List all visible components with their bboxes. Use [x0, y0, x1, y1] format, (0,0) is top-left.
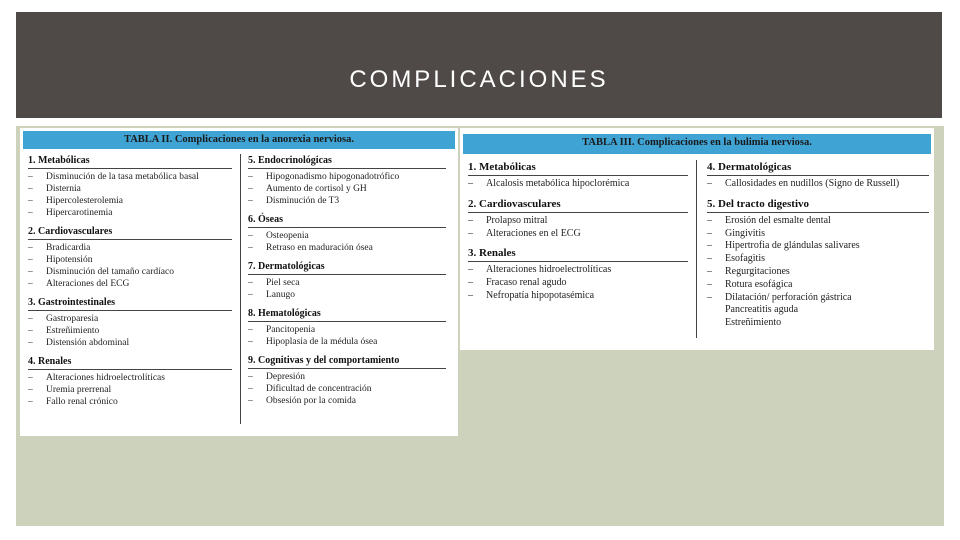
dash-marker: –	[468, 289, 473, 301]
item-text: Pancitopenia	[266, 325, 316, 335]
section-title: 8. Hematológicas	[248, 307, 446, 322]
list-item	[28, 171, 232, 183]
list-item	[468, 228, 688, 241]
list-item	[28, 207, 232, 219]
complication-section	[28, 355, 232, 408]
table-anorexia	[20, 128, 458, 436]
list-item	[707, 317, 929, 330]
item-text: Estreñimiento	[725, 317, 782, 329]
list-item	[28, 337, 232, 349]
complication-section	[248, 354, 446, 407]
dash-marker: –	[468, 264, 473, 276]
item-text: Fallo renal crónico	[46, 397, 118, 407]
dash-marker: –	[468, 178, 473, 189]
dash-marker: –	[28, 279, 33, 289]
item-text: Hipogonadismo hipogonadotrófico	[266, 172, 400, 182]
list-item	[248, 171, 446, 183]
section-title: 5. Del tracto digestivo	[707, 197, 929, 213]
list-item	[707, 266, 929, 279]
item-text: Gastroparesia	[46, 314, 99, 324]
list-item	[248, 289, 446, 301]
item-text: Alcalosis metabólica hipoclorémica	[486, 178, 630, 189]
table-bulimia-column-1	[468, 160, 688, 309]
item-text: Esofagitis	[725, 253, 765, 265]
dash-marker: –	[28, 397, 33, 407]
complication-section	[468, 160, 688, 191]
complication-section	[248, 154, 446, 207]
table-bulimia-title: TABLA III. Complicaciones en la bulimia nerviosa.	[463, 134, 931, 154]
list-item	[248, 324, 446, 336]
table-anorexia-column-2	[248, 154, 446, 413]
item-text: Pancreatitis aguda	[725, 304, 799, 316]
item-text: Alteraciones hidroelectrolíticas	[486, 264, 612, 276]
dash-marker: –	[248, 278, 253, 288]
list-item	[707, 304, 929, 317]
dash-marker: –	[707, 265, 712, 277]
item-text: Distensión abdominal	[46, 338, 130, 348]
dash-marker: –	[28, 172, 33, 182]
dash-marker: –	[248, 172, 253, 182]
list-item	[468, 264, 688, 277]
item-text: Gingivitis	[725, 227, 766, 239]
item-text: Lanugo	[266, 290, 296, 300]
list-item	[248, 242, 446, 254]
dash-marker	[707, 304, 725, 317]
item-text: Dilatación/ perforación gástrica	[725, 291, 852, 303]
table-bulimia	[460, 128, 934, 350]
list-item	[707, 292, 929, 305]
list-item	[28, 384, 232, 396]
list-item	[468, 215, 688, 228]
complication-section	[28, 225, 232, 290]
list-item	[707, 215, 929, 228]
dash-marker: –	[28, 255, 33, 265]
list-item	[28, 278, 232, 290]
section-title: 2. Cardiovasculares	[468, 197, 688, 213]
item-text: Disminución del tamaño cardíaco	[46, 267, 174, 277]
item-text: Uremia prerrenal	[46, 385, 112, 395]
list-item	[707, 240, 929, 253]
item-text: Estreñimiento	[46, 326, 100, 336]
dash-marker: –	[707, 278, 712, 290]
item-text: Dificultad de concentración	[266, 384, 372, 394]
dash-marker: –	[28, 243, 33, 253]
dash-marker: –	[248, 196, 253, 206]
item-text: Obsesión por la comida	[266, 396, 356, 406]
dash-marker: –	[28, 196, 33, 206]
dash-marker: –	[707, 178, 712, 189]
dash-marker: –	[28, 184, 33, 194]
item-text: Hipercolesterolemia	[46, 196, 124, 206]
dash-marker: –	[28, 314, 33, 324]
dash-marker	[707, 317, 725, 330]
complication-section	[28, 296, 232, 349]
item-text: Alteraciones en el ECG	[486, 227, 581, 239]
dash-marker: –	[248, 396, 253, 406]
list-item	[28, 183, 232, 195]
list-item	[28, 195, 232, 207]
complication-section	[707, 197, 929, 330]
item-text: Disminución de T3	[266, 196, 340, 206]
column-divider	[696, 160, 697, 338]
section-title: 2. Cardiovasculares	[28, 225, 232, 240]
list-item	[707, 228, 929, 241]
dash-marker: –	[248, 337, 253, 347]
dash-marker: –	[248, 184, 253, 194]
item-text: Retraso en maduración ósea	[266, 243, 373, 253]
dash-marker: –	[248, 325, 253, 335]
dash-marker: –	[28, 208, 33, 218]
item-text: Osteopenia	[266, 231, 309, 241]
item-text: Bradicardia	[46, 243, 91, 253]
dash-marker: –	[707, 214, 712, 226]
section-title: 4. Dermatológicas	[707, 160, 929, 176]
section-title: 1. Metabólicas	[468, 160, 688, 176]
section-title: 9. Cognitivas y del comportamiento	[248, 354, 446, 369]
section-title: 6. Óseas	[248, 213, 446, 228]
item-text: Piel seca	[266, 278, 300, 288]
item-text: Hipotensión	[46, 255, 93, 265]
list-item	[248, 277, 446, 289]
section-title: 1. Metabólicas	[28, 154, 232, 169]
dash-marker: –	[707, 240, 712, 252]
dash-marker: –	[468, 227, 473, 239]
section-title: 7. Dermatológicas	[248, 260, 446, 275]
list-item	[28, 325, 232, 337]
complication-section	[468, 246, 688, 302]
complication-section	[248, 213, 446, 254]
list-item	[468, 277, 688, 290]
list-item	[707, 253, 929, 266]
column-divider	[240, 154, 241, 424]
list-item	[28, 396, 232, 408]
list-item	[28, 266, 232, 278]
complication-section	[248, 307, 446, 348]
table-anorexia-column-1	[28, 154, 232, 414]
dash-marker: –	[248, 372, 253, 382]
dash-marker: –	[707, 291, 712, 303]
item-text: Erosión del esmalte dental	[725, 214, 831, 226]
dash-marker: –	[248, 290, 253, 300]
list-item	[248, 395, 446, 407]
dash-marker: –	[468, 214, 473, 226]
dash-marker: –	[707, 227, 712, 239]
section-title: 5. Endocrinológicas	[248, 154, 446, 169]
item-text: Disternia	[46, 184, 81, 194]
item-text: Hipercarotinemia	[46, 208, 113, 218]
table-anorexia-title: TABLA II. Complicaciones en la anorexia nerviosa.	[23, 131, 455, 149]
list-item	[248, 336, 446, 348]
list-item	[248, 183, 446, 195]
list-item	[248, 195, 446, 207]
dash-marker: –	[468, 277, 473, 289]
complication-section	[248, 260, 446, 301]
item-text: Nefropatía hipopotasémica	[486, 289, 595, 301]
complication-section	[28, 154, 232, 219]
section-title: 3. Gastrointestinales	[28, 296, 232, 311]
list-item	[707, 279, 929, 292]
list-item	[248, 230, 446, 242]
dash-marker: –	[28, 385, 33, 395]
list-item	[707, 178, 929, 191]
list-item	[28, 313, 232, 325]
dash-marker: –	[28, 267, 33, 277]
dash-marker: –	[248, 384, 253, 394]
item-text: Fracaso renal agudo	[486, 277, 567, 289]
list-item	[248, 371, 446, 383]
dash-marker: –	[248, 231, 253, 241]
item-text: Alteraciones del ECG	[46, 279, 130, 289]
item-text: Depresión	[266, 372, 306, 382]
slide-header	[16, 12, 942, 118]
list-item	[28, 372, 232, 384]
item-text: Rotura esofágica	[725, 278, 793, 290]
section-title: 4. Renales	[28, 355, 232, 370]
complication-section	[707, 160, 929, 191]
list-item	[28, 254, 232, 266]
dash-marker: –	[28, 326, 33, 336]
complication-section	[468, 197, 688, 241]
list-item	[248, 383, 446, 395]
list-item	[28, 242, 232, 254]
item-text: Alteraciones hidroelectrolíticas	[46, 373, 165, 383]
item-text: Callosidades en nudillos (Signo de Russell)	[725, 178, 900, 189]
section-title: 3. Renales	[468, 246, 688, 262]
dash-marker: –	[248, 243, 253, 253]
dash-marker: –	[28, 338, 33, 348]
item-text: Hipoplasia de la médula ósea	[266, 337, 378, 347]
item-text: Regurgitaciones	[725, 265, 790, 277]
list-item	[468, 178, 688, 191]
item-text: Prolapso mitral	[486, 214, 548, 226]
item-text: Hipertrofia de glándulas salivares	[725, 240, 860, 252]
table-bulimia-column-2	[707, 160, 929, 336]
dash-marker: –	[28, 373, 33, 383]
list-item	[468, 290, 688, 303]
item-text: Aumento de cortisol y GH	[266, 184, 367, 194]
dash-marker: –	[707, 253, 712, 265]
slide-title: COMPLICACIONES	[349, 66, 609, 93]
item-text: Disminución de la tasa metabólica basal	[46, 172, 199, 182]
